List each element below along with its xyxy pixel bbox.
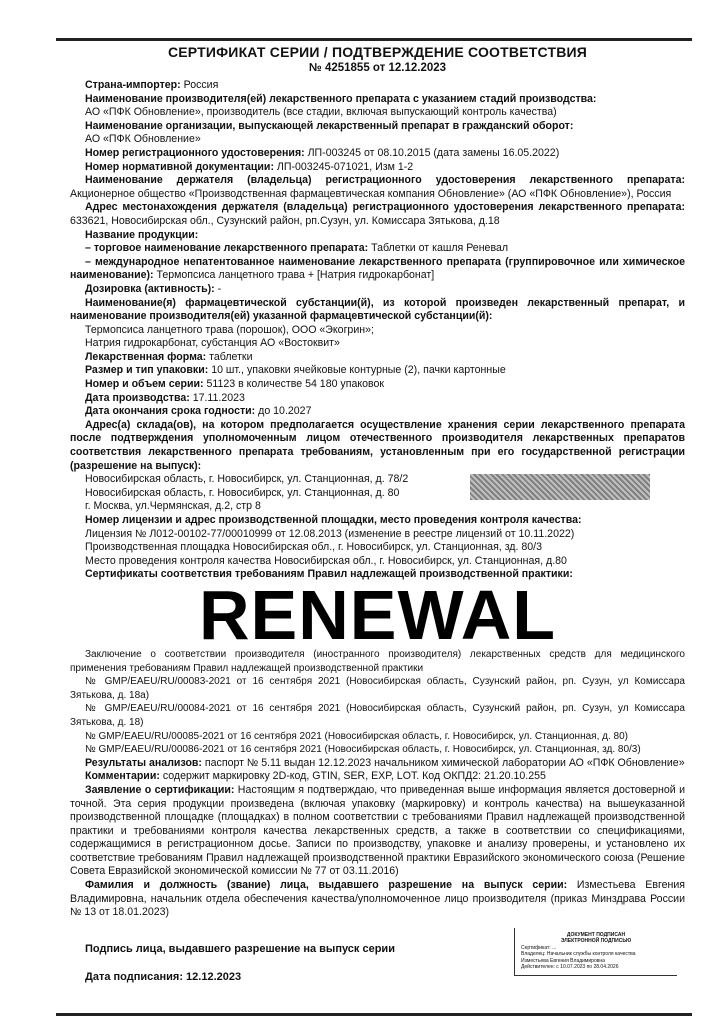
field xyxy=(70,256,685,283)
field xyxy=(70,364,685,378)
gmp-certificate: № GMP/EAEU/RU/00086-2021 от 16 сентября 2021 (Новосибирская область, г. Новосибирск, ул. Станционная, зд. 80/3) xyxy=(85,744,641,756)
field xyxy=(70,297,685,324)
field-value: 633621, Новосибирская обл., Сузунский район, рп.Сузун, ул. Комиссара Зятькова, д.18 xyxy=(70,214,500,227)
field-label: Название продукции: xyxy=(85,228,199,241)
field xyxy=(70,555,685,569)
field-value: АО «ПФК Обновление», производитель (все стадии, включая выпускающий контроль качества) xyxy=(85,106,557,119)
field-value: АО «ПФК Обновление» xyxy=(85,133,201,146)
field xyxy=(70,242,685,256)
field-value: 51123 в количестве 54 180 упаковок xyxy=(203,378,385,391)
stamp-line: Сертификат: ... xyxy=(521,944,557,951)
field-label: Номер регистрационного удостоверения: xyxy=(85,146,305,159)
document-title: СЕРТИФИКАТ СЕРИИ / ПОДТВЕРЖДЕНИЕ СООТВЕТСТВИЯ xyxy=(167,44,588,60)
field xyxy=(70,283,685,297)
field xyxy=(70,133,685,147)
field-value: Новосибирская область, г. Новосибирск, ул. Станционная, д. 80 xyxy=(85,486,400,499)
field-label: – международное непатентованное наименование лекарственного препарата (группировочное или химическое наименование): xyxy=(70,255,685,282)
field-label: Комментарии: xyxy=(85,770,160,783)
field xyxy=(70,541,685,555)
field-label: Результаты анализов: xyxy=(85,756,202,769)
field-value: Термопсиса ланцетного трава + [Натрия гидрокарбонат] xyxy=(153,269,435,282)
field-value: 10 шт., упаковки ячейковые контурные (2), пачки картонные xyxy=(208,364,506,377)
gmp-list xyxy=(70,648,685,757)
field xyxy=(70,93,685,107)
field xyxy=(70,378,685,392)
field-label: – торговое наименование лекарственного препарата: xyxy=(85,242,369,255)
field-label: Наименование держателя (владельца) регистрационного удостоверения лекарственного препарата: xyxy=(85,174,685,187)
field xyxy=(70,351,685,365)
field-label: Дата окончания срока годности: xyxy=(85,405,256,418)
certificate-body xyxy=(70,44,685,998)
field-value: Изместьева Евгения Владимировна, начальник отдела обеспечения качества/уполномоченное лицо производителя (приказ Минздрава России № 13 от 18.01.2023) xyxy=(70,879,685,919)
field-value: Настоящим я подтверждаю, что приведенная выше информация является достоверной и точной. Эта серия продукции произведена (включая упаковку (маркировку) и контроль качества) на вышеуказанной производственной площадке (площадках) в полном соответствии с требованиями Правил надлежащей производственной практики и требованиями контроля качества лекарственных средств, а также в соответствии со спецификациями, содержащимися в регистрационном досье. Записи по производству, упаковке и анализу проверены, и установлено их соответствие требованиям Правил надлежащей производственной практики Евразийского экономического союза (Решение Совета Евразийской экономической комиссии № 77 от 03.11.2016) xyxy=(70,783,685,878)
field-value: 17.11.2023 xyxy=(189,391,245,404)
field-label: Адрес(а) склада(ов), на котором предполагается осуществление хранения серии лекарственного препарата после подтверждения уполномоченным лицом отечественного производителя лекарственных препаратов соответствия лекарственного препарата требованиям, установленным при его государственной регистрации (разрешение на выпуск): xyxy=(70,418,685,472)
gmp-certificate: № GMP/EAEU/RU/00084-2021 от 16 сентября 2021 (Новосибирская область, Сузунский район, рп. Сузун, ул Комиссара Зятькова, д. 18) xyxy=(70,703,685,728)
field xyxy=(70,229,685,243)
stamp-title: ЭЛЕКТРОННОЙ ПОДПИСЬЮ xyxy=(560,938,632,945)
field-value: Производственная площадка Новосибирская обл., г. Новосибирск, ул. Станционная, зд. 80/3 xyxy=(85,541,542,554)
field-value: паспорт № 5.11 выдан 12.12.2023 начальником химической лаборатории АО «ПФК Обновление» xyxy=(201,756,685,769)
person-field xyxy=(70,879,685,920)
field-label: Наименование(я) фармацевтической субстанции(й), из которой произведен лекарственный препарат, и наименование производителя(ей) указанной фармацевтической субстанции(й): xyxy=(70,296,685,323)
signature-block xyxy=(70,928,685,998)
field-value: Россия xyxy=(180,79,219,91)
field-label: Дата производства: xyxy=(85,391,190,404)
field-label: Дозировка (активность): xyxy=(85,282,215,295)
field-label: Заявление о сертификации: xyxy=(85,783,235,796)
field-value: содержит маркировку 2D-код, GTIN, SER, EXP, LOT. Код ОКПД2: 21.20.10.255 xyxy=(159,770,546,783)
field xyxy=(70,473,685,487)
stamp-line: Владелец: Начальник службы контроля качества xyxy=(521,951,636,958)
field xyxy=(70,79,685,93)
gmp-certificate: Заключение о соответствии производителя (иностранного производителя) лекарственных средств для медицинского применения требованиям Правил надлежащей производственной практики xyxy=(70,648,685,674)
field xyxy=(70,147,685,161)
field-value: Новосибирская область, г. Новосибирск, ул. Станционная, д. 78/2 xyxy=(85,473,409,486)
field xyxy=(70,500,685,514)
field xyxy=(70,161,685,175)
field-label: Адрес местонахождения держателя (владельца) регистрационного удостоверения лекарственного препарата: xyxy=(85,201,685,214)
field xyxy=(70,337,685,351)
gmp-certificate: № GMP/EAEU/RU/00085-2021 от 16 сентября 2021 (Новосибирская область, г. Новосибирск, ул. Станционная, д. 80) xyxy=(85,730,628,742)
field xyxy=(70,405,685,419)
field xyxy=(70,120,685,134)
field xyxy=(70,324,685,338)
field xyxy=(70,174,685,201)
field xyxy=(70,419,685,473)
certificate-number: № 4251855 от 12.12.2023 xyxy=(308,62,447,74)
field-label: Фамилия и должность (звание) лица, выдавшего разрешение на выпуск серии: xyxy=(85,879,568,892)
field-label: Номер нормативной документации: xyxy=(85,160,274,173)
comments-field xyxy=(70,770,685,784)
stamp-line: Изместьева Евгения Владимировна xyxy=(521,957,605,964)
field-label: Наименование организации, выпускающей лекарственный препарат в гражданский оборот: xyxy=(85,119,574,132)
field-value: Акционерное общество «Производственная фармацевтическая компания Обновление» (АО «ПФК Обновление»), Россия xyxy=(70,187,672,200)
field-value: Термопсиса ланцетного трава (порошок), ООО «Экогрин»; xyxy=(85,323,374,336)
fields-list xyxy=(70,79,685,582)
field-label: Сертификаты соответствия требованиям Правил надлежащей производственной практики: xyxy=(85,568,573,581)
field-value: Место проведения контроля качества Новосибирская обл., г. Новосибирск, ул. Станционная, д.80 xyxy=(85,554,567,567)
field-label: Страна-импортер: xyxy=(85,79,181,91)
field-value: г. Москва, ул.Чермянская, д.2, стр 8 xyxy=(85,500,261,513)
field-value: Лицензия № Л012-00102-77/00010999 от 12.08.2013 (изменение в реестре лицензий от 10.11.2022) xyxy=(85,527,575,540)
stamp-title: ДОКУМЕНТ ПОДПИСАН xyxy=(566,931,626,938)
statement-field xyxy=(70,784,685,879)
gmp-certificate: № GMP/EAEU/RU/00083-2021 от 16 сентября 2021 (Новосибирская область, Сузунский район, рп. Сузун, ул Комиссара Зятькова, д. 18а) xyxy=(70,676,685,701)
field xyxy=(70,106,685,120)
stamp-line: Действителен: с 10.07.2023 по 28.04.2026 xyxy=(521,964,619,971)
field-value: Таблетки от кашля Реневал xyxy=(368,242,509,255)
field xyxy=(70,201,685,228)
field-value: ЛП-003245-071021, Изм 1-2 xyxy=(273,160,414,173)
field-label: Лекарственная форма: xyxy=(85,350,207,363)
field-label: Номер и объем серии: xyxy=(85,378,204,391)
field-value: Натрия гидрокарбонат, субстанция АО «Востоквит» xyxy=(85,337,340,350)
field-value: до 10.2027 xyxy=(255,405,312,418)
field-label: Размер и тип упаковки: xyxy=(85,364,209,377)
signing-date: Дата подписания: 12.12.2023 xyxy=(85,970,242,983)
field-value: таблетки xyxy=(206,350,253,363)
watermark: RENEWAL xyxy=(199,575,556,654)
field-label: Наименование производителя(ей) лекарственного препарата с указанием стадий производства: xyxy=(85,92,597,105)
field xyxy=(70,514,685,528)
field-value: - xyxy=(214,282,222,295)
field xyxy=(70,528,685,542)
signature-label: Подпись лица, выдавшего разрешение на выпуск серии xyxy=(85,942,395,955)
e-signature-stamp xyxy=(514,928,677,976)
field xyxy=(70,392,685,406)
field-label: Номер лицензии и адрес производственной площадки, место проведения контроля качества: xyxy=(85,514,582,526)
redaction-mark xyxy=(470,474,650,500)
results-field xyxy=(70,757,685,771)
field-value: ЛП-003245 от 08.10.2015 (дата замены 16.05.2022) xyxy=(304,146,560,159)
